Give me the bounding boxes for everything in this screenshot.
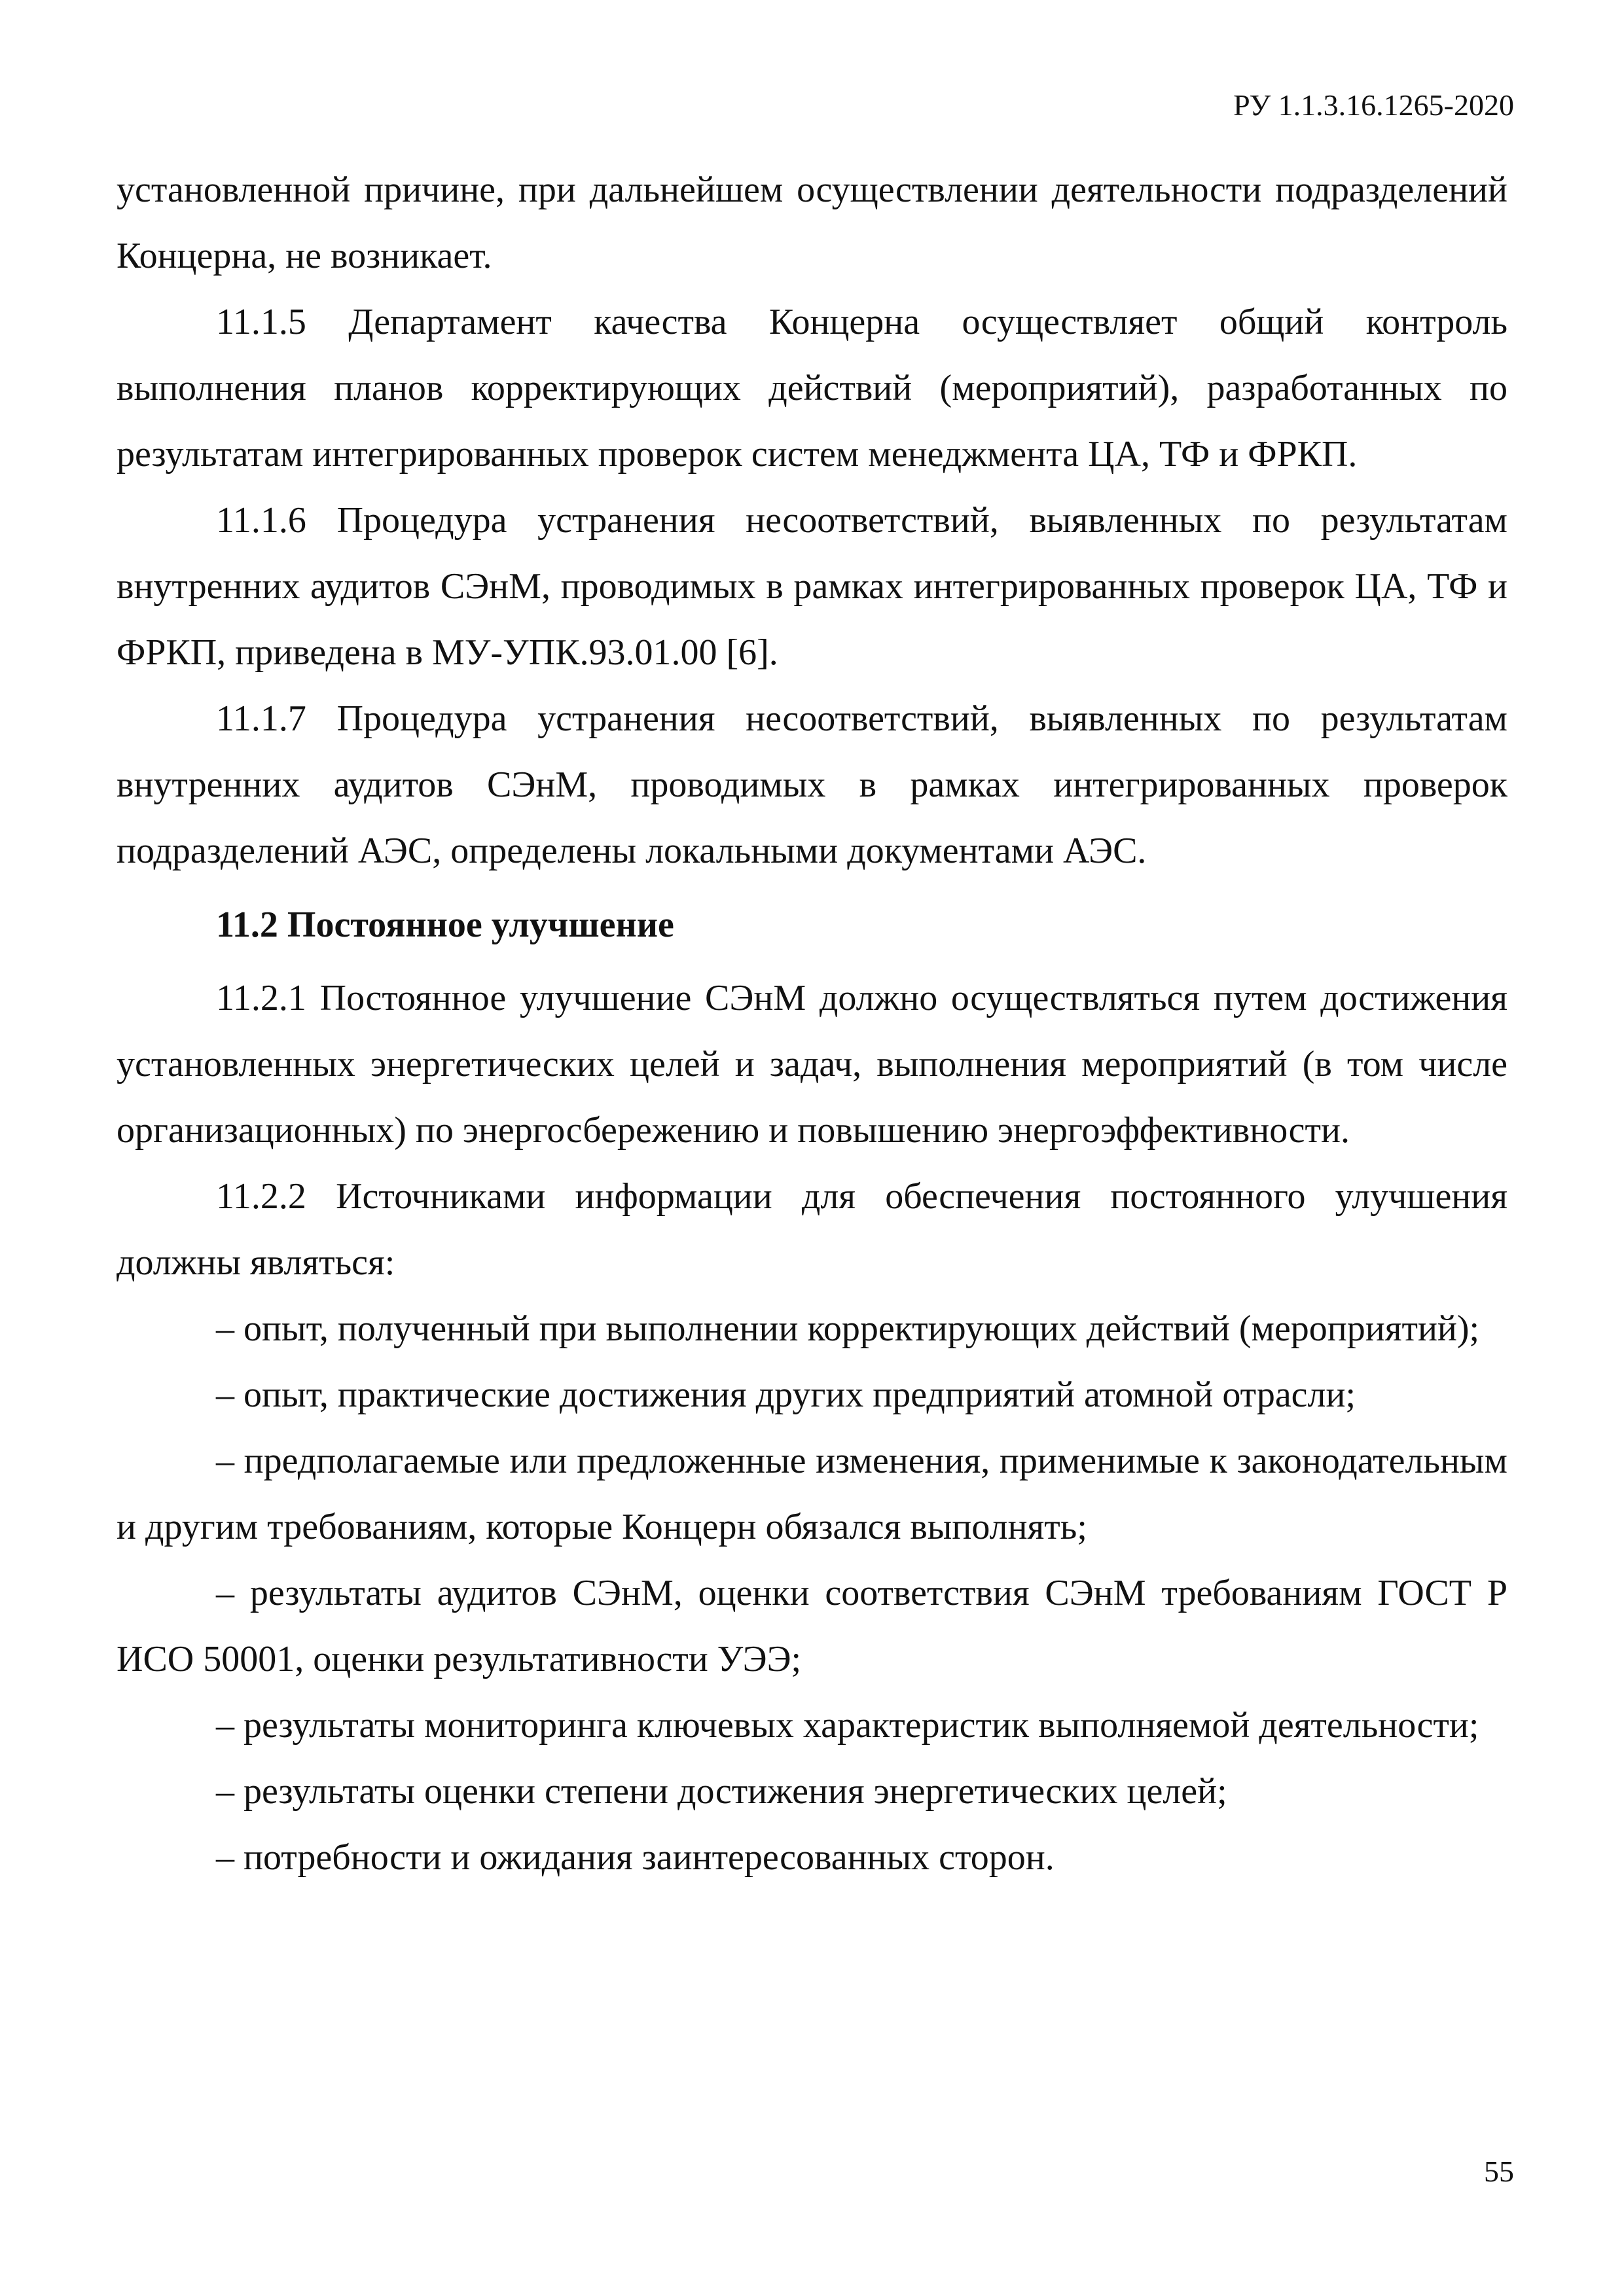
list-item: – опыт, полученный при выполнении корректирующих действий (мероприятий); (216, 1308, 1480, 1349)
list-item: – результаты оценки степени достижения энергетических целей; (216, 1771, 1227, 1812)
paragraph-11-1-5: 11.1.5 Департамент качества Концерна осуществляет общий контроль выполнения планов корректирующих действий (мероприятий), разработанных по результатам интегрированных проверок систем менеджмента ЦА, ТФ и ФРКП. (117, 302, 1507, 475)
list-item: – результаты аудитов СЭнМ, оценки соответствия СЭнМ требованиям ГОСТ Р ИСО 50001, оценки результативности УЭЭ; (117, 1573, 1507, 1679)
list-item: – результаты мониторинга ключевых характеристик выполняемой деятельности; (216, 1705, 1479, 1746)
page-number: 55 (1484, 2155, 1514, 2188)
paragraph-11-1-6: 11.1.6 Процедура устранения несоответствий, выявленных по результатам внутренних аудитов СЭнМ, проводимых в рамках интегрированных проверок ЦА, ТФ и ФРКП, приведена в МУ-УПК.93.01.00 [6]. (117, 500, 1507, 673)
paragraph-11-1-7: 11.1.7 Процедура устранения несоответствий, выявленных по результатам внутренних аудитов СЭнМ, проводимых в рамках интегрированных проверок подразделений АЭС, определены локальными документами АЭС. (117, 698, 1507, 871)
paragraph-11-2-1: 11.2.1 Постоянное улучшение СЭнМ должно осуществляться путем достижения установленных энергетических целей и задач, выполнения мероприятий (в том числе организационных) по энергосбережению и повышению энергоэффективности. (117, 978, 1507, 1151)
paragraph-continuation: установленной причине, при дальнейшем осуществлении деятельности подразделений Концерна, не возникает. (117, 170, 1507, 276)
paragraph-11-2-2: 11.2.2 Источниками информации для обеспечения постоянного улучшения должны являться: (117, 1176, 1507, 1283)
list-item: – предполагаемые или предложенные изменения, применимые к законодательным и другим требованиям, которые Концерн обязался выполнять; (117, 1441, 1507, 1547)
section-heading-11-2: 11.2 Постоянное улучшение (216, 905, 674, 945)
list-item: – опыт, практические достижения других предприятий атомной отрасли; (216, 1374, 1356, 1415)
list-item: – потребности и ожидания заинтересованных сторон. (216, 1837, 1055, 1878)
document-body (117, 157, 1507, 1891)
document-code: РУ 1.1.3.16.1265-2020 (1233, 88, 1514, 122)
